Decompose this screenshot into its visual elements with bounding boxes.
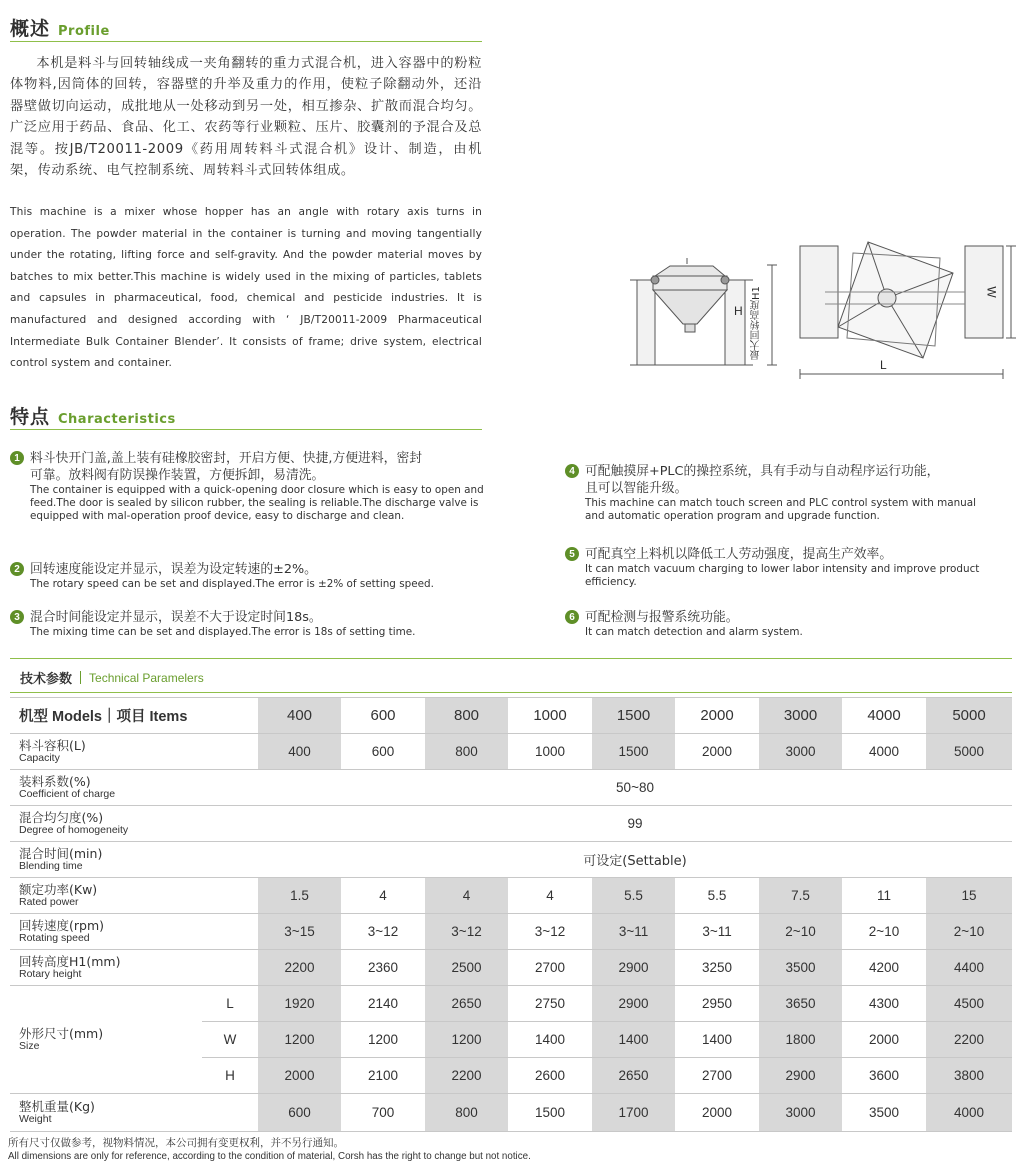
value-cell: 3600 [842,1058,926,1094]
value-cell: 3650 [759,986,842,1022]
value-cell: 2000 [842,1022,926,1058]
feature-zh: 回转速度能设定并显示，误差为设定转速的±2%。 [30,562,317,577]
machine-diagram [625,228,1025,380]
value-cell: 1500 [508,1094,592,1132]
feature-en: The rotary speed can be set and displayed.The error is ±2% of setting speed. [30,578,434,590]
value-cell: 2600 [508,1058,592,1094]
feature-item-1 [10,450,485,523]
value-cell: 1500 [592,734,675,770]
value-cell: 5.5 [675,878,759,914]
value-cell: 50~80 [258,770,1012,806]
value-cell: 3~11 [675,914,759,950]
feature-zh-cont: 且可以智能升级。 [585,481,688,496]
tech-title-en: Technical Paramelers [89,670,204,685]
value-cell: 2360 [341,950,425,986]
spec-row-height [10,950,1012,986]
value-cell: 3~12 [341,914,425,950]
value-cell: 400 [258,734,341,770]
feature-en: The mixing time can be set and displayed.The error is 18s of setting time. [30,626,416,638]
characteristics-title-en: Characteristics [58,412,176,427]
value-cell: 3000 [759,734,842,770]
value-cell: 600 [258,1094,341,1132]
model-cell: 4000 [842,698,926,734]
feature-zh: 料斗快开门盖,盖上装有硅橡胶密封，开启方便、快捷,方便进料，密封 [30,451,423,466]
profile-title-zh: 概述 [10,18,51,40]
value-cell: 2700 [675,1058,759,1094]
tech-rule-top [10,658,1012,659]
feature-number: 1 [10,451,24,465]
feature-number: 2 [10,562,24,576]
spec-row-speed [10,914,1012,950]
feature-zh-cont: 可靠。放料阀有防误操作装置，方便拆卸，易清洗。 [30,468,325,483]
value-cell: 3~12 [508,914,592,950]
value-cell: 5000 [926,734,1012,770]
value-cell: 2700 [508,950,592,986]
value-cell: 4000 [842,734,926,770]
spec-row-power [10,878,1012,914]
value-cell: 2000 [675,734,759,770]
value-cell: 可设定(Settable) [258,842,1012,878]
spec-header-row [10,698,1012,734]
value-cell: 4 [341,878,425,914]
characteristics-heading [10,402,176,429]
row-label: 料斗容积(L) Capacity [10,734,258,770]
value-cell: 2000 [675,1094,759,1132]
tech-title-divider [80,671,81,684]
value-cell: 7.5 [759,878,842,914]
spec-row-size-l [10,986,1012,1022]
value-cell: 2~10 [842,914,926,950]
row-label: 额定功率(Kw) Rated power [10,878,258,914]
feature-en: It can match detection and alarm system. [585,626,803,638]
characteristics-title-zh: 特点 [10,406,51,428]
value-cell: 2200 [926,1022,1012,1058]
sub-label: L [202,986,258,1022]
tech-title-zh: 技术参数 [20,672,73,687]
value-cell: 2~10 [926,914,1012,950]
spec-row-charge [10,770,1012,806]
value-cell: 800 [425,1094,508,1132]
value-cell: 3~15 [258,914,341,950]
spec-row-capacity [10,734,1012,770]
dim-label-h: H [734,304,743,318]
value-cell: 2650 [592,1058,675,1094]
model-cell: 400 [258,698,341,734]
value-cell: 2900 [592,986,675,1022]
spec-header-label: 机型 Models｜项目 Items [10,698,258,734]
value-cell: 11 [842,878,926,914]
value-cell: 3~11 [592,914,675,950]
value-cell: 3800 [926,1058,1012,1094]
profile-heading [10,14,110,41]
feature-number: 4 [565,464,579,478]
feature-item-2 [10,561,485,591]
dim-label-w: W [984,286,999,298]
value-cell: 3~12 [425,914,508,950]
profile-rule [10,41,482,42]
tech-heading [20,668,204,687]
value-cell: 4200 [842,950,926,986]
row-label: 混合均匀度(%) Degree of homogeneity [10,806,258,842]
feature-zh: 混合时间能设定并显示，误差不大于设定时间18s。 [30,610,322,625]
value-cell: 4 [508,878,592,914]
feature-item-5 [565,546,985,589]
row-label: 外形尺寸(mm) Size [10,986,202,1094]
value-cell: 1920 [258,986,341,1022]
model-cell: 3000 [759,698,842,734]
tech-rule-bottom [10,692,1012,693]
value-cell: 1200 [258,1022,341,1058]
value-cell: 4 [425,878,508,914]
value-cell: 4400 [926,950,1012,986]
row-label: 整机重量(Kg) Weight [10,1094,258,1132]
feature-en: It can match vacuum charging to lower labor intensity and improve product efficiency. [585,563,980,588]
value-cell: 3250 [675,950,759,986]
value-cell: 3500 [759,950,842,986]
footer-note [8,1136,531,1164]
model-cell: 5000 [926,698,1012,734]
feature-zh: 可配真空上料机以降低工人劳动强度，提高生产效率。 [585,547,893,562]
value-cell: 1200 [425,1022,508,1058]
row-label: 回转高度H1(mm) Rotary height [10,950,258,986]
sub-label: W [202,1022,258,1058]
value-cell: 2900 [759,1058,842,1094]
model-cell: 600 [341,698,425,734]
value-cell: 1400 [675,1022,759,1058]
characteristics-rule [10,429,482,430]
value-cell: 5.5 [592,878,675,914]
feature-number: 3 [10,610,24,624]
value-cell: 600 [341,734,425,770]
value-cell: 1800 [759,1022,842,1058]
dim-label-h1: 最大回转高度H1 [751,286,762,360]
profile-text-zh: 本机是料斗与回转轴线成一夹角翻转的重力式混合机，进入容器中的粉粒体物料,因筒体的回转，容器壁的升举及重力的作用，使粒子除翻动外，还沿器壁做切向运动，成批地从一处移动到另一处，相互掺杂、扩散而混合均匀。广泛应用于药品、食品、化工、农药等行业颗粒、压片、胶囊剂的予混合及总混等。按JB/T20011-2009《药用周转料斗式混合机》设计、制造，由机架，传动系统、电气控制系统、周转料斗式回转体组成。 [10,56,482,179]
feature-number: 6 [565,610,579,624]
spec-row-weight [10,1094,1012,1132]
value-cell: 2000 [258,1058,341,1094]
value-cell: 2650 [425,986,508,1022]
feature-en: This machine can match touch screen and PLC control system with manual and automatic operation program and upgrade function. [585,497,976,522]
row-label: 回转速度(rpm) Rotating speed [10,914,258,950]
value-cell: 4300 [842,986,926,1022]
feature-item-6 [565,609,985,639]
feature-item-3 [10,609,485,639]
value-cell: 1700 [592,1094,675,1132]
value-cell: 4000 [926,1094,1012,1132]
value-cell: 2900 [592,950,675,986]
value-cell: 2~10 [759,914,842,950]
feature-zh: 可配触摸屏+PLC的操控系统，具有手动与自动程序运行功能， [585,464,940,479]
spec-row-homogeneity [10,806,1012,842]
value-cell: 4500 [926,986,1012,1022]
value-cell: 800 [425,734,508,770]
profile-title-en: Profile [58,24,110,39]
value-cell: 1400 [508,1022,592,1058]
model-cell: 800 [425,698,508,734]
value-cell: 2200 [258,950,341,986]
value-cell: 99 [258,806,1012,842]
feature-zh: 可配检测与报警系统功能。 [585,610,739,625]
feature-en: The container is equipped with a quick-opening door closure which is easy to open and feed.The door is sealed by silicon rubber, the sealing is reliable.The discharge valve is equipped with mal-operation proof device, easy to discharge and clean. [30,484,484,522]
value-cell: 2200 [425,1058,508,1094]
row-label: 装料系数(%) Coefficient of charge [10,770,258,806]
spec-row-blending [10,842,1012,878]
value-cell: 2140 [341,986,425,1022]
value-cell: 3000 [759,1094,842,1132]
value-cell: 3500 [842,1094,926,1132]
dim-label-l: L [880,358,887,372]
value-cell: 1400 [592,1022,675,1058]
model-cell: 1000 [508,698,592,734]
footer-zh: 所有尺寸仅做参考，视物料情况，本公司拥有变更权利，并不另行通知。 [8,1137,344,1149]
value-cell: 2500 [425,950,508,986]
value-cell: 2750 [508,986,592,1022]
sub-label: H [202,1058,258,1094]
model-cell: 1500 [592,698,675,734]
value-cell: 2950 [675,986,759,1022]
value-cell: 1.5 [258,878,341,914]
value-cell: 1000 [508,734,592,770]
value-cell: 1200 [341,1022,425,1058]
footer-en: All dimensions are only for reference, according to the condition of material, Corsh has the right to change but not notice. [8,1151,531,1162]
feature-number: 5 [565,547,579,561]
value-cell: 700 [341,1094,425,1132]
row-label: 混合时间(min) Blending time [10,842,258,878]
feature-item-4 [565,463,985,523]
profile-text-en: This machine is a mixer whose hopper has an angle with rotary axis turns in operation. The powder material in the container is turning and moving tangentially under the rotating, lifting force and self-gravity. And the powder material moves by batches to mix better.This machine is widely used in the mixing of particles, tablets and capsules in pharmaceutical, food, chemical and pesticide industries. It is manufactured and designed according with ‘ JB/T20011-2009 Pharmaceutical Intermediate Bulk Container Blender’. It consists of frame; drive system, electrical control system and container. [10,206,482,370]
value-cell: 2100 [341,1058,425,1094]
value-cell: 15 [926,878,1012,914]
model-cell: 2000 [675,698,759,734]
spec-table [10,697,1012,1132]
